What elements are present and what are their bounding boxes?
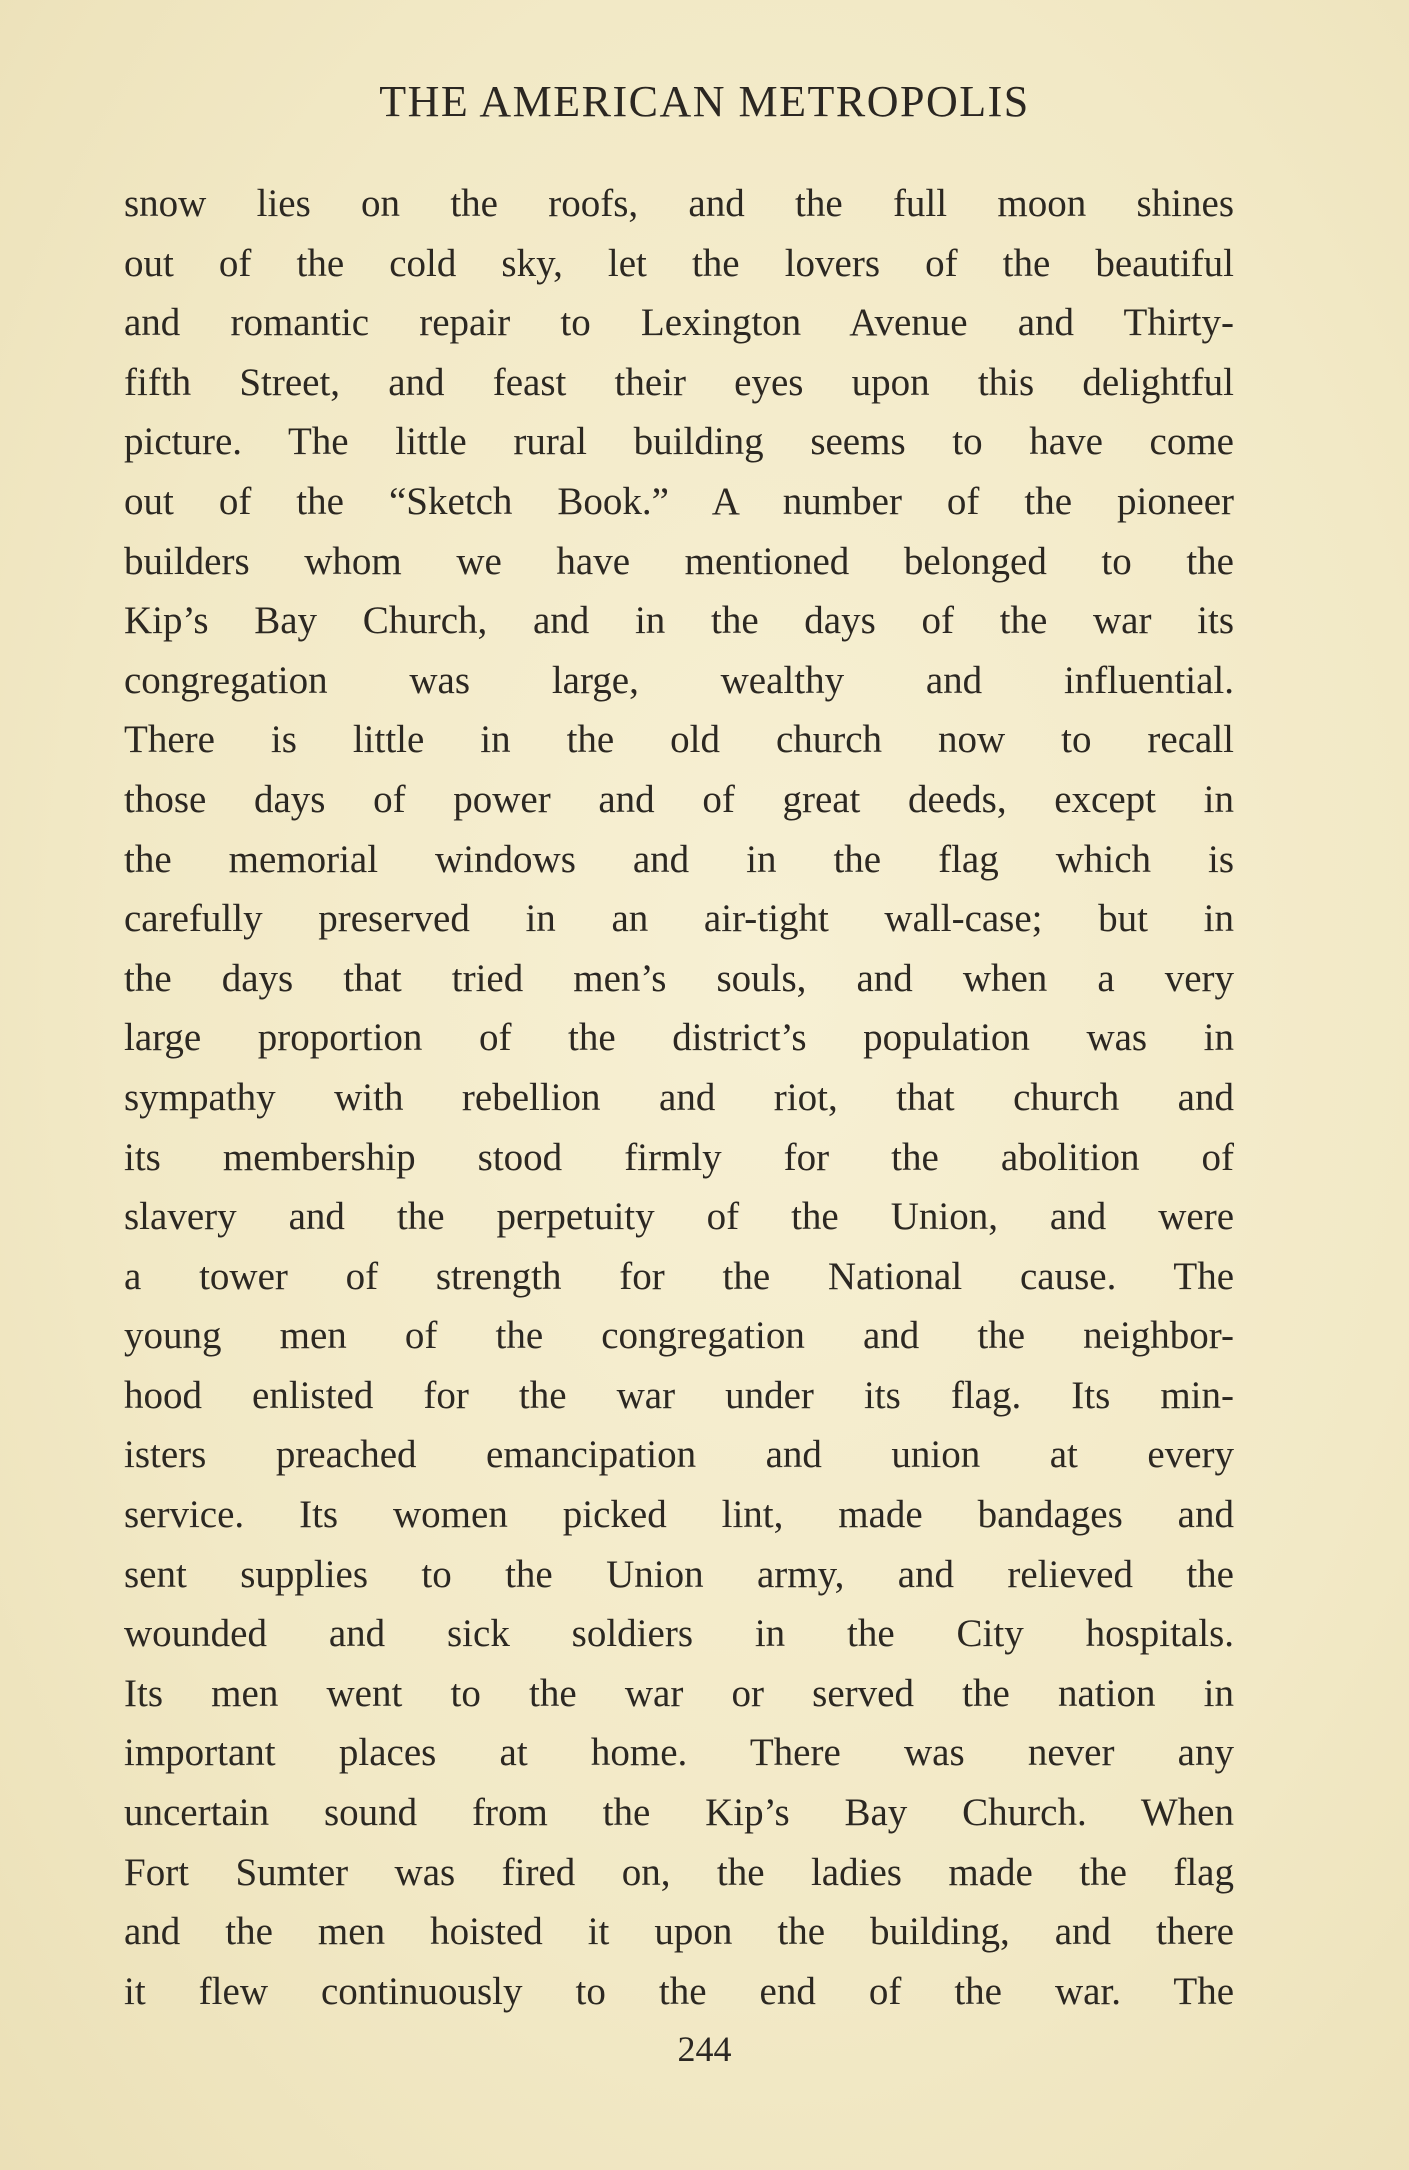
text-line: congregation was large, wealthy and influential. [124,658,1234,702]
text-line: uncertain sound from the Kip’s Bay Church. When [124,1791,1234,1835]
text-line: There is little in the old church now to recall [124,718,1234,762]
text-line: and the men hoisted it upon the building, and there [124,1910,1234,1954]
running-head: THE AMERICAN METROPOLIS [379,77,1030,126]
text-line: builders whom we have mentioned belonged to the [124,539,1234,583]
body-text [124,174,1234,2021]
text-line: Fort Sumter was fired on, the ladies made the flag [124,1850,1234,1894]
text-line: Kip’s Bay Church, and in the days of the war its [124,599,1234,643]
text-line: carefully preserved in an air-tight wall-case; but in [124,897,1234,941]
text-line: young men of the congregation and the neighbor- [124,1314,1234,1358]
text-line: hood enlisted for the war under its flag. Its min- [124,1373,1234,1417]
text-line: Its men went to the war or served the nation in [124,1671,1234,1715]
text-line: it flew continuously to the end of the war. The [124,1969,1234,2013]
text-line: a tower of strength for the National cause. The [124,1254,1234,1298]
text-line: wounded and sick soldiers in the City hospitals. [124,1612,1234,1656]
text-line: large proportion of the district’s population was in [124,1016,1234,1060]
page-number: 244 [677,2029,732,2069]
text-line: those days of power and of great deeds, except in [124,777,1234,821]
text-line: out of the “Sketch Book.” A number of the pioneer [124,479,1234,523]
text-line: its membership stood firmly for the abolition of [124,1135,1234,1179]
text-line: the days that tried men’s souls, and when a very [124,956,1234,1000]
text-line: fifth Street, and feast their eyes upon this delightful [124,360,1234,404]
text-line: picture. The little rural building seems to have come [124,420,1234,464]
text-line: and romantic repair to Lexington Avenue and Thirty- [124,301,1234,345]
text-line: service. Its women picked lint, made bandages and [124,1493,1234,1537]
text-line: out of the cold sky, let the lovers of the beautiful [124,241,1234,285]
text-line: the memorial windows and in the flag which is [124,837,1234,881]
text-line: sympathy with rebellion and riot, that church and [124,1075,1234,1119]
text-line: isters preached emancipation and union at every [124,1433,1234,1477]
text-line: important places at home. There was never any [124,1731,1234,1775]
text-line: sent supplies to the Union army, and relieved the [124,1552,1234,1596]
text-line: slavery and the perpetuity of the Union, and were [124,1195,1234,1239]
text-line: snow lies on the roofs, and the full moon shines [124,182,1234,225]
